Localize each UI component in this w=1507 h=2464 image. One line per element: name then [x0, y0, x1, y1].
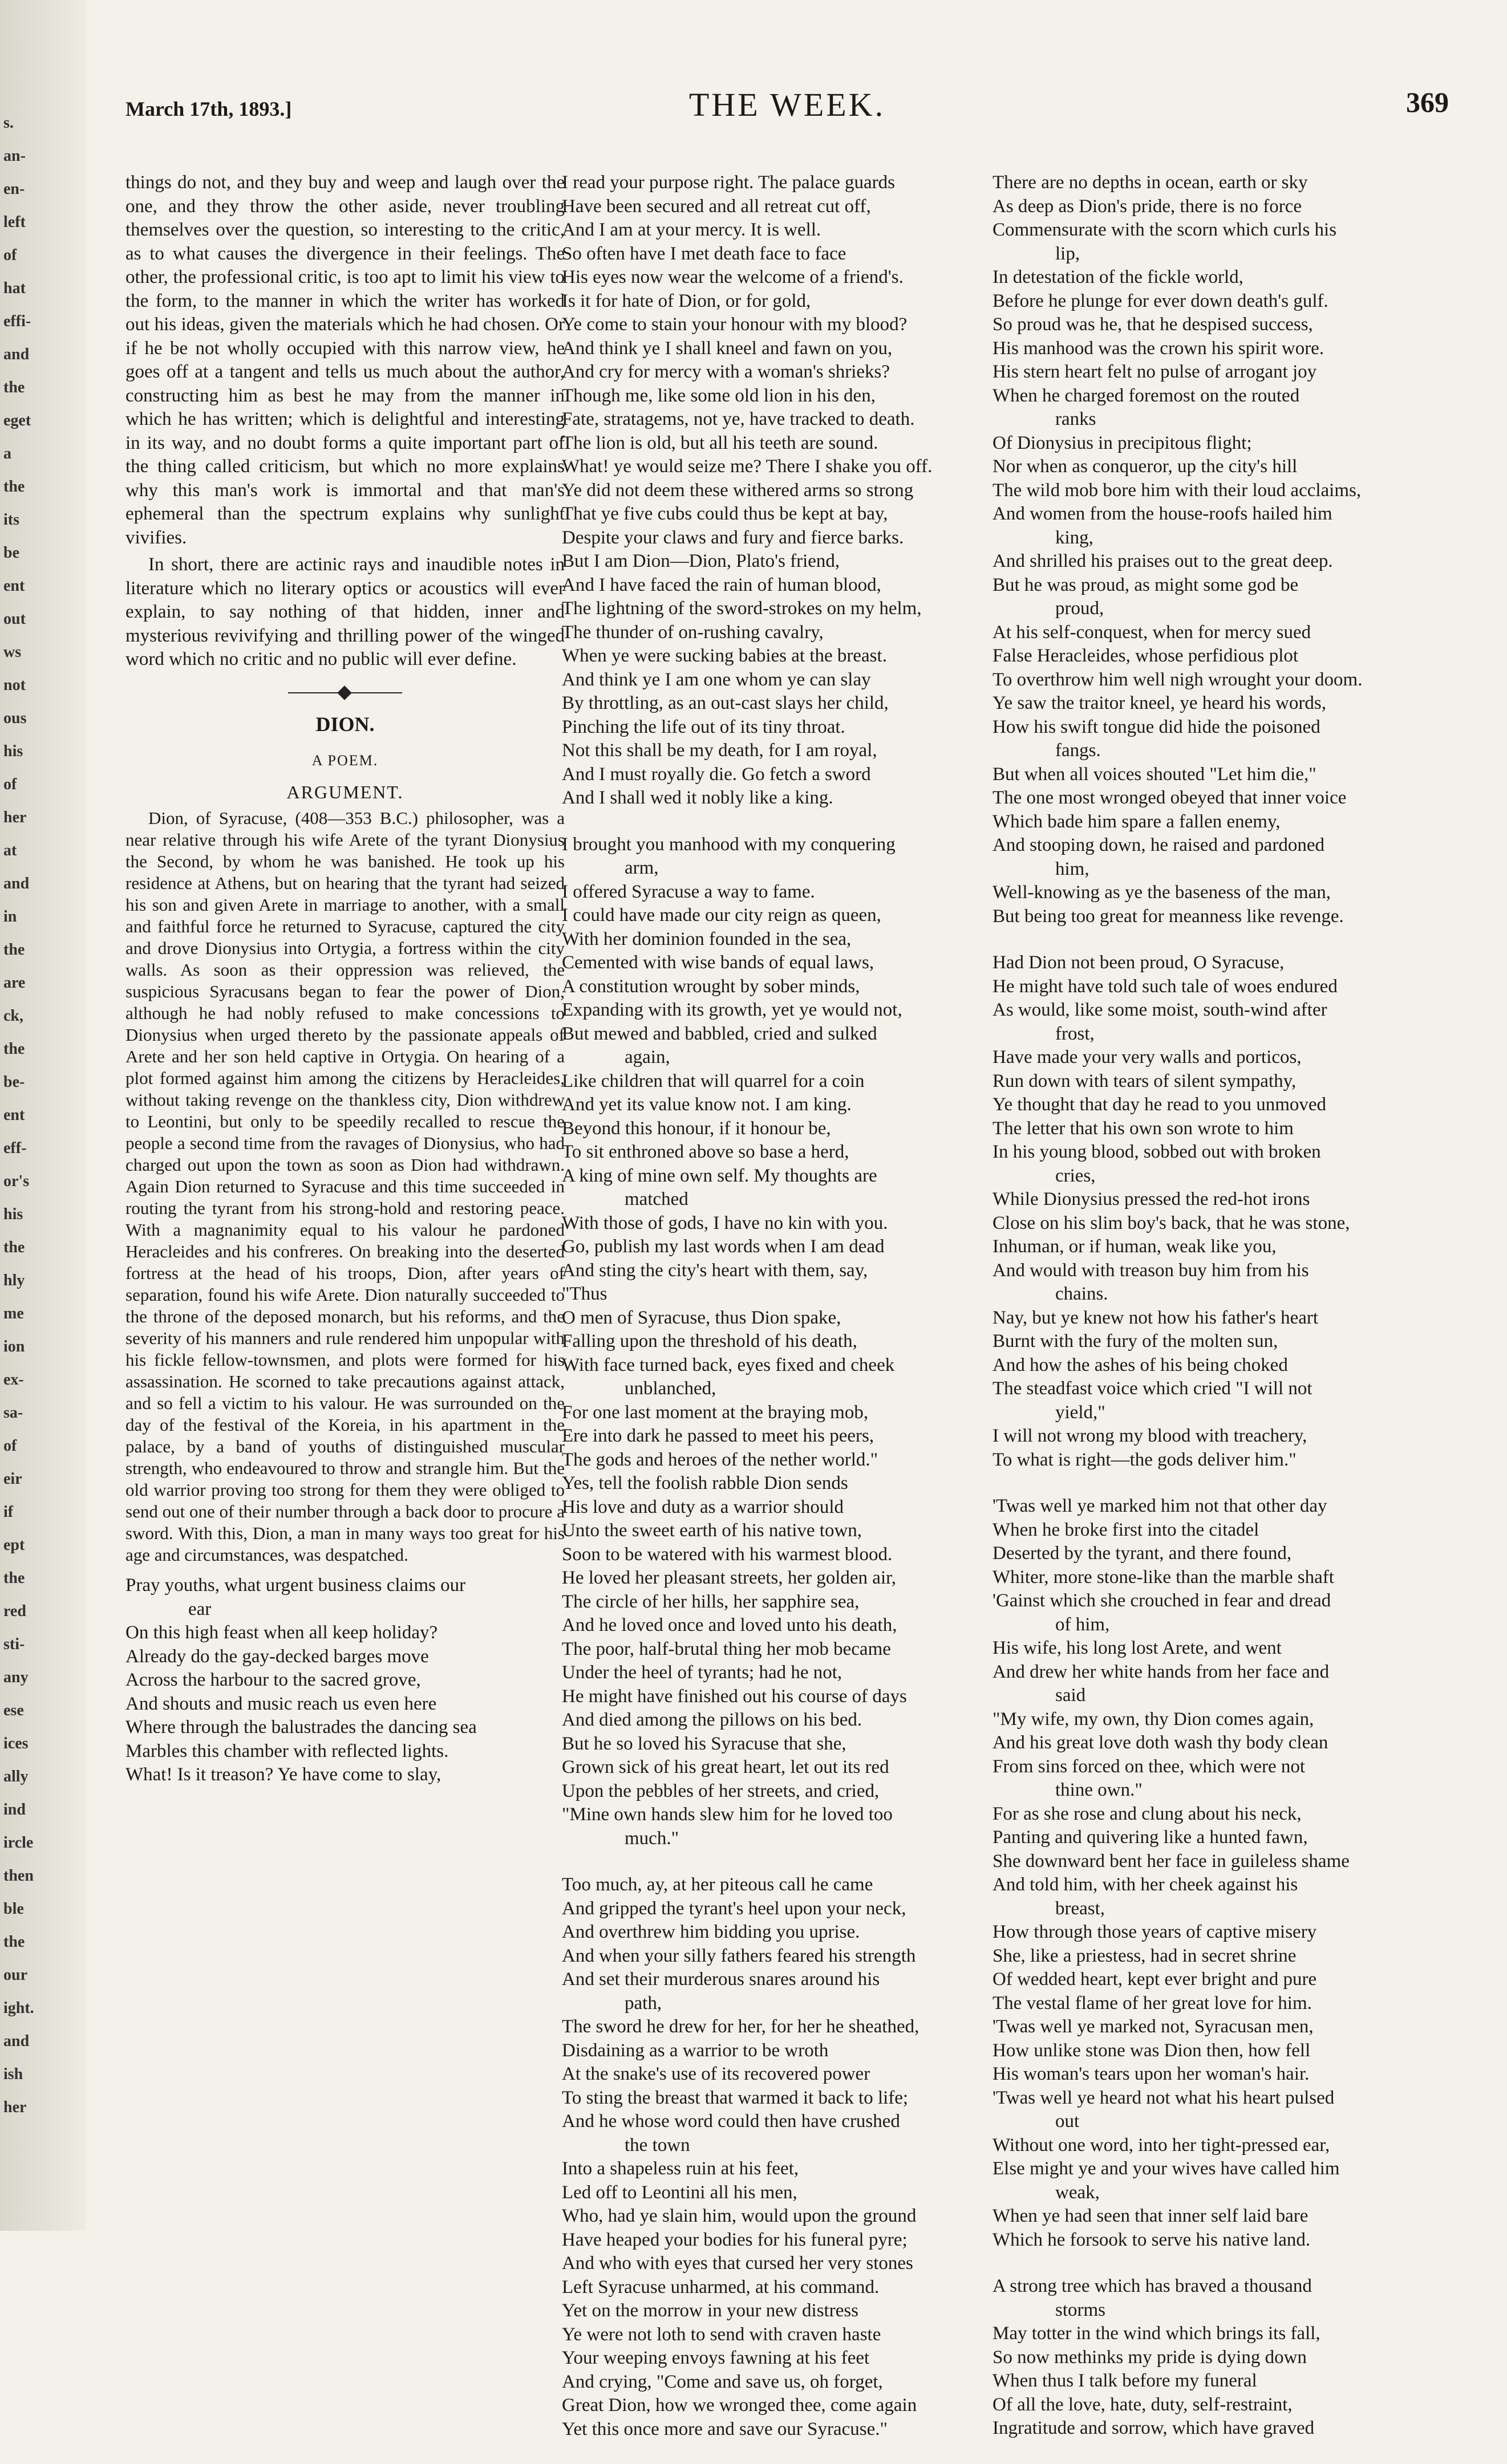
verse-line: Burnt with the fury of the molten sun, — [992, 1331, 1278, 1351]
gutter-fragment: ept — [3, 1536, 25, 1554]
verse-line: But he was proud, as might some god be — [992, 574, 1299, 595]
gutter-fragment: and — [3, 346, 30, 363]
verse-line: frost, — [1055, 1023, 1095, 1044]
gutter-fragment: ese — [3, 1702, 24, 1719]
page-number: 369 — [1406, 86, 1449, 118]
verse-line: His manhood was the crown his spirit wore. — [992, 338, 1324, 359]
verse-line: And women from the house-roofs hailed him — [992, 504, 1332, 524]
verse-line: His woman's tears upon her woman's hair. — [992, 2064, 1310, 2084]
gutter-fragment: eget — [3, 412, 31, 429]
essay-paragraph: In short, there are actinic rays and inaudible notes in literature which no literary optics or acoustics will ever explain, to say nothing of that hidden, inner and mysterious revivifying and thrilling power of the winged word which no critic and no public will ever define. — [125, 554, 565, 669]
argument-heading: ARGUMENT. — [286, 781, 404, 802]
verse-line: I could have made our city reign as queen, — [562, 905, 881, 925]
verse-line: "Thus — [562, 1284, 607, 1304]
verse-line: And told him, with her cheek against his — [992, 1874, 1298, 1895]
verse-line: Ere into dark he passed to meet his peers, — [562, 1426, 874, 1446]
gutter-fragment: en- — [3, 180, 25, 198]
verse-line: proud, — [1055, 598, 1104, 619]
verse-line: The vestal flame of her great love for him. — [992, 1992, 1312, 2014]
verse-stanza — [562, 833, 987, 1851]
verse-line: the town — [625, 2134, 690, 2156]
verse-line: And gripped the tyrant's heel upon your neck, — [562, 1898, 906, 1919]
verse-line: Into a shapeless ruin at his feet, — [562, 2158, 799, 2179]
verse-line: The one most wronged obeyed that inner voice — [992, 787, 1347, 808]
verse-line: At his self-conquest, when for mercy sued — [992, 622, 1311, 643]
gutter-fragment: not — [3, 676, 26, 694]
verse-line: From sins forced on thee, which were not — [992, 1756, 1306, 1777]
gutter-fragment: red — [3, 1602, 26, 1620]
gutter-fragment: his — [3, 1205, 23, 1223]
verse-line: Of wedded heart, kept ever bright and pure — [992, 1969, 1317, 1990]
verse-line: I offered Syracuse a way to fame. — [562, 881, 815, 902]
gutter-fragment: sti- — [3, 1635, 25, 1653]
verse-line: But I am Dion—Dion, Plato's friend, — [562, 551, 840, 571]
verse-line: In his young blood, sobbed out with broken — [992, 1142, 1321, 1162]
gutter-fragment: an- — [3, 147, 26, 165]
verse-line: And cry for mercy with a woman's shrieks? — [562, 362, 890, 382]
verse-line: False Heracleides, whose perfidious plot — [992, 646, 1299, 666]
verse-stanza — [562, 171, 987, 810]
gutter-fragment: our — [3, 1966, 27, 1984]
gutter-fragment: any — [3, 1669, 29, 1686]
gutter-fragment: in — [3, 908, 17, 925]
gutter-fragment: ws — [3, 643, 22, 661]
verse-line: Close on his slim boy's back, that he was stone, — [992, 1212, 1350, 1233]
gutter-fragment: her — [3, 2098, 27, 2116]
verse-line: chains. — [1055, 1284, 1108, 1304]
verse-line: To what is right—the gods deliver him." — [992, 1449, 1297, 1470]
verse-line: She, like a priestess, had in secret shrine — [992, 1945, 1297, 1966]
gutter-fragment: left — [3, 213, 26, 231]
verse-line: When ye had seen that inner self laid bare — [992, 2206, 1309, 2226]
verse-line: Which bade him spare a fallen enemy, — [992, 811, 1281, 832]
verse-line: Too much, ay, at her piteous call he came — [562, 1874, 873, 1895]
verse-line: Disdaining as a warrior to be wroth — [562, 2040, 829, 2061]
poem-title: DION. — [315, 712, 375, 736]
verse-line: cries, — [1055, 1165, 1096, 1186]
verse-line: But mewed and babbled, cried and sulked — [562, 1023, 877, 1044]
verse-line: Ye come to stain your honour with my blood? — [562, 314, 908, 335]
verse-line: Beyond this honour, if it honour be, — [562, 1118, 831, 1139]
verse-line: Cemented with wise bands of equal laws, — [562, 952, 874, 973]
verse-line: And yet its value know not. I am king. — [562, 1094, 852, 1115]
verse-line: Nay, but ye knew not how his father's heart — [992, 1307, 1319, 1328]
verse-line: And I have faced the rain of human blood, — [562, 574, 881, 595]
gutter-fragment: eff- — [3, 1139, 27, 1157]
verse-line: And he whose word could then have crushed — [562, 2111, 900, 2132]
verse-line: Of all the love, hate, duty, self-restraint, — [992, 2394, 1293, 2415]
verse-line: unblanched, — [625, 1378, 716, 1399]
verse-line: That ye five cubs could thus be kept at bay, — [562, 504, 888, 524]
argument-text: Dion, of Syracuse, (408—353 B.C.) philosopher, was a near relative through his wife Arete of the tyrant Dionysius the Second, by whom he was banished. He took up his residence at Athens, but on hearing that the tyrant had seized his son and given Arete in marriage to another, with a small and faithful force he returned to Syracuse, captured the city and drove Dionysius into Ortygia, a fortress within the city walls. As soon as their oppression was relieved, the suspicious Syracusans began to fear the power of Dion, although he had nobly refused to make concessions to Dionysius when urged thereto by the passionate appeals of Arete and her son held captive in Ortygia. On hearing of a plot formed against him among the citizens by Heracleides, without taking revenge on the thankless city, Dion withdrew to Leontini, but only to be speedily recalled to rescue the people a second time from the ravages of Dionysius, who had charged out upon the town as soon as Dion had withdrawn. Again Dion returned to Syracuse and this time succeeded in routing the tyrant from his strong-hold and restoring peace. With a magnanimity equal to his valour he pardoned Heracleides and his confreres. On breaking into the deserted fortress at the head of his troops, Dion, after years of separation, found his wife Arete. Dion naturally succeeded to the throne of the deposed monarch, but his reforms, and the severity of his manners and rule rendered him unpopular with his fickle fellow-townsmen, and plots were formed for his assassination. He scorned to take precautions against attack, and so fell a victim to his valour. He was surrounded on the day of the festival of the Koreia, in his apartment in the palace, by a band of youths of distinguished muscular strength, who endeavoured to throw and strangle him. But the old warrior proving too strong for them they were obliged to send out one of their number through a back door to procure a sword. With this, Dion, a man in many ways too great for his age and circumstances, was despatched. — [125, 808, 565, 1565]
verse-line: Pray youths, what urgent business claims our — [125, 1575, 466, 1596]
verse-line: When ye were sucking babies at the breast. — [562, 646, 887, 666]
verse-line: The lightning of the sword-strokes on my helm, — [562, 598, 922, 619]
verse-line: And crying, "Come and save us, oh forget, — [562, 2371, 883, 2392]
verse-line: The letter that his own son wrote to him — [992, 1118, 1294, 1139]
verse-line: Left Syracuse unharmed, at his command. — [562, 2276, 880, 2297]
verse-line: Where through the balustrades the dancing sea — [125, 1717, 477, 1738]
verse-line: At the snake's use of its recovered power — [562, 2064, 870, 2084]
gutter-fragment: ck, — [3, 1007, 23, 1025]
gutter-fragment: ex- — [3, 1371, 24, 1389]
gutter-fragment: the — [3, 379, 25, 396]
gutter-fragment: eir — [3, 1470, 22, 1488]
verse-line: Fate, stratagems, not ye, have tracked to death. — [562, 409, 915, 429]
verse-line: said — [1055, 1685, 1086, 1706]
gutter-fragment: ind — [3, 1801, 26, 1818]
gutter-fragment: be- — [3, 1073, 25, 1091]
verse-line: arm, — [625, 858, 659, 878]
verse-line: Have made your very walls and porticos, — [992, 1047, 1302, 1067]
verse-line: And shouts and music reach us even here — [125, 1693, 437, 1714]
verse-line: His wife, his long lost Arete, and went — [992, 1638, 1282, 1658]
verse-line: Ye saw the traitor kneel, ye heard his words, — [992, 693, 1327, 713]
gutter-fragment: s. — [3, 114, 14, 132]
verse-line: And I shall wed it nobly like a king. — [562, 787, 833, 808]
gutter-fragment: the — [3, 478, 25, 496]
verse-line: Have been secured and all retreat cut off, — [562, 196, 871, 217]
gutter-fragment: ble — [3, 1900, 24, 1918]
verse-line: He might have finished out his course of days — [562, 1686, 907, 1707]
verse-line: The sword he drew for her, for her he sheathed, — [562, 2016, 919, 2037]
verse-line: And I am at your mercy. It is well. — [562, 220, 821, 240]
verse-line: much." — [625, 1828, 679, 1849]
verse-line: How unlike stone was Dion then, how fell — [992, 2040, 1311, 2061]
gutter-fragment: ices — [3, 1735, 29, 1752]
verse-line: And who with eyes that cursed her very stones — [562, 2253, 913, 2274]
section-divider — [288, 692, 402, 693]
verse-line: He loved her pleasant streets, her golden air, — [562, 1568, 897, 1588]
verse-line: Yet on the morrow in your new distress — [562, 2300, 859, 2321]
verse-line: lip, — [1055, 243, 1080, 264]
verse-line: So now methinks my pride is dying down — [992, 2347, 1307, 2368]
verse-line: Whiter, more stone-like than the marble shaft — [992, 1566, 1334, 1588]
verse-stanza — [125, 1574, 565, 1787]
verse-line: The poor, half-brutal thing her mob became — [562, 1638, 891, 1659]
verse-line: When he broke first into the citadel — [992, 1519, 1259, 1540]
verse-line: How his swift tongue did hide the poisoned — [992, 716, 1320, 737]
gutter-fragment: of — [3, 246, 17, 264]
verse-line: path, — [625, 1992, 662, 2014]
verse-line: So often have I met death face to face — [562, 243, 846, 264]
verse-line: ear — [188, 1598, 212, 1619]
gutter-fragment: out — [3, 610, 26, 628]
verse-line: The thunder of on-rushing cavalry, — [562, 622, 824, 643]
verse-line: How through those years of captive misery — [992, 1922, 1317, 1942]
verse-line: The steadfast voice which cried "I will not — [992, 1378, 1312, 1399]
verse-line: Well-knowing as ye the baseness of the man, — [992, 882, 1331, 903]
verse-line: Commensurate with the scorn which curls his — [992, 220, 1337, 240]
verse-line: And he loved once and loved unto his death, — [562, 1615, 897, 1635]
gutter-fragment: be — [3, 544, 19, 562]
verse-line: Great Dion, how we wronged thee, come again — [562, 2395, 917, 2416]
verse-line: him, — [1055, 858, 1089, 879]
verse-line: Like children that will quarrel for a coin — [562, 1070, 865, 1091]
verse-line: And think ye I am one whom ye can slay — [562, 669, 871, 690]
gutter-fragment: his — [3, 742, 23, 760]
verse-line: Without one word, into her tight-pressed ear, — [992, 2134, 1330, 2156]
verse-stanza — [992, 2275, 1437, 2441]
verse-line: And set their murderous snares around his — [562, 1969, 880, 1990]
verse-line: And I must royally die. Go fetch a sword — [562, 764, 871, 785]
verse-line: A king of mine own self. My thoughts are — [562, 1165, 877, 1186]
verse-line: Ye were not loth to send with craven haste — [562, 2324, 881, 2345]
gutter-fragment: me — [3, 1305, 24, 1322]
verse-line: The circle of her hills, her sapphire sea, — [562, 1591, 860, 1612]
verse-line: Else might ye and your wives have called him — [992, 2158, 1340, 2179]
verse-line: With those of gods, I have no kin with you. — [562, 1212, 888, 1233]
verse-line: weak, — [1055, 2182, 1100, 2203]
verse-line: Grown sick of his great heart, let out its red — [562, 1757, 889, 1777]
verse-stanza — [992, 951, 1437, 1472]
verse-line: And overthrew him bidding you uprise. — [562, 1922, 860, 1942]
verse-line: To sting the breast that warmed it back to life; — [562, 2087, 909, 2108]
verse-line: "My wife, my own, thy Dion comes again, — [992, 1708, 1314, 1730]
verse-line: On this high feast when all keep holiday? — [125, 1622, 438, 1643]
verse-line: And shrilled his praises out to the great deep. — [992, 551, 1333, 571]
verse-line: Soon to be watered with his warmest blood. — [562, 1544, 893, 1565]
verse-line: Of Dionysius in precipitous flight; — [992, 432, 1252, 453]
verse-line: While Dionysius pressed the red-hot irons — [992, 1189, 1310, 1209]
gutter-fragment: ion — [3, 1338, 25, 1355]
gutter-fragment: ight. — [3, 1999, 34, 2017]
verse-line: The gods and heroes of the nether world." — [562, 1449, 878, 1470]
verse-line: His eyes now wear the welcome of a friend's. — [562, 267, 904, 287]
verse-line: His love and duty as a warrior should — [562, 1496, 844, 1517]
verse-stanza — [992, 171, 1437, 928]
verse-line: For one last moment at the braying mob, — [562, 1402, 869, 1423]
verse-line: Run down with tears of silent sympathy, — [992, 1070, 1297, 1091]
verse-line: Though me, like some old lion in his den, — [562, 385, 876, 406]
verse-line: Yet this once more and save our Syracuse." — [562, 2418, 888, 2439]
gutter-fragment: its — [3, 511, 19, 529]
verse-line: thine own." — [1055, 1780, 1143, 1800]
verse-line: A strong tree which has braved a thousand — [992, 2276, 1312, 2296]
verse-line: Ye did not deem these withered arms so strong — [562, 480, 914, 501]
verse-line: 'Twas well ye marked him not that other day — [992, 1496, 1327, 1516]
verse-line: ranks — [1055, 409, 1096, 429]
verse-line: I will not wrong my blood with treachery, — [992, 1426, 1307, 1446]
verse-line: Have heaped your bodies for his funeral pyre; — [562, 2229, 908, 2250]
verse-line: Yes, tell the foolish rabble Dion sends — [562, 1473, 848, 1493]
verse-line: Already do the gay-decked barges move — [125, 1646, 429, 1667]
gutter-fragment: ircle — [3, 1834, 34, 1852]
gutter-fragment: the — [3, 1933, 25, 1951]
page-header — [125, 86, 1449, 131]
verse-stanza — [992, 1495, 1437, 2252]
verse-line: But being too great for meanness like revenge. — [992, 906, 1344, 927]
gutter-fragment: ent — [3, 1106, 25, 1124]
gutter-fragment: ally — [3, 1768, 29, 1785]
verse-line: Expanding with its growth, yet ye would not, — [562, 1000, 902, 1020]
verse-line: Despite your claws and fury and fierce barks. — [562, 527, 904, 548]
poem-subtitle: A POEM. — [311, 752, 379, 769]
verse-line: Pinching the life out of its tiny throat. — [562, 716, 845, 737]
verse-line: Unto the sweet earth of his native town, — [562, 1520, 862, 1541]
verse-line: And his great love doth wash thy body clean — [992, 1732, 1328, 1753]
verse-line: His stern heart felt no pulse of arrogant joy — [992, 362, 1317, 382]
verse-line: For as she rose and clung about his neck, — [992, 1803, 1302, 1824]
verse-line: And sting the city's heart with them, say, — [562, 1260, 868, 1281]
verse-line: 'Twas well ye marked not, Syracusan men, — [992, 2016, 1314, 2037]
gutter-fragment: sa- — [3, 1404, 23, 1422]
verse-line: There are no depths in ocean, earth or sky — [992, 172, 1308, 193]
issue-date: March 17th, 1893.] — [125, 98, 292, 120]
verse-line: Upon the pebbles of her streets, and cried, — [562, 1780, 880, 1801]
verse-line: matched — [625, 1189, 688, 1209]
verse-line: He might have told such tale of woes endured — [992, 976, 1338, 997]
publication-title: THE WEEK. — [688, 86, 886, 123]
verse-line: With face turned back, eyes fixed and cheek — [562, 1354, 895, 1375]
gutter-fragment: hat — [3, 279, 26, 297]
verse-line: "Mine own hands slew him for he loved too — [562, 1804, 893, 1825]
verse-line: As deep as Dion's pride, there is no force — [992, 196, 1302, 217]
verse-line: In detestation of the fickle world, — [992, 267, 1243, 287]
verse-line: again, — [625, 1047, 670, 1067]
gutter-fragment: are — [3, 974, 26, 992]
verse-line: Nor when as conqueror, up the city's hill — [992, 456, 1298, 477]
verse-line: But he so loved his Syracuse that she, — [562, 1733, 846, 1754]
verse-line: O men of Syracuse, thus Dion spake, — [562, 1307, 841, 1328]
gutter-fragment: of — [3, 776, 17, 793]
verse-line: Deserted by the tyrant, and there found, — [992, 1543, 1292, 1564]
verse-line: Is it for hate of Dion, or for gold, — [562, 290, 811, 311]
gutter-fragment: effi- — [3, 312, 31, 330]
verse-line: Marbles this chamber with reflected lights. — [125, 1740, 449, 1761]
verse-line: To sit enthroned above so base a herd, — [562, 1142, 849, 1162]
verse-line: By throttling, as an out-cast slays her child, — [562, 693, 889, 713]
verse-line: She downward bent her face in guileless shame — [992, 1850, 1350, 1872]
gutter-fragment: the — [3, 1239, 25, 1256]
verse-line: Go, publish my last words when I am dead — [562, 1236, 885, 1257]
verse-line: breast, — [1055, 1898, 1105, 1919]
verse-line: What! Is it treason? Ye have come to slay, — [125, 1764, 441, 1785]
gutter-fragment: her — [3, 809, 27, 826]
verse-line: And when your silly fathers feared his strength — [562, 1945, 916, 1966]
verse-line: And would with treason buy him from his — [992, 1260, 1309, 1281]
verse-line: Not this shall be my death, for I am royal, — [562, 740, 877, 761]
verse-line: Across the harbour to the sacred grove, — [125, 1670, 421, 1690]
verse-line: When he charged foremost on the routed — [992, 385, 1300, 406]
gutter-fragment: ous — [3, 709, 27, 727]
verse-line: Your weeping envoys fawning at his feet — [562, 2348, 870, 2368]
gutter-fragment: the — [3, 1569, 25, 1587]
verse-line: Under the heel of tyrants; had he not, — [562, 1662, 842, 1683]
gutter-fragment: or's — [3, 1172, 30, 1190]
gutter-fragment: at — [3, 842, 17, 859]
verse-line: As would, like some moist, south-wind after — [992, 1000, 1327, 1020]
verse-line: The lion is old, but all his teeth are sound. — [562, 432, 878, 453]
verse-line: 'Twas well ye heard not what his heart pulsed — [992, 2087, 1335, 2108]
verse-line: 'Gainst which she crouched in fear and dread — [992, 1590, 1331, 1611]
verse-line: Who, had ye slain him, would upon the ground — [562, 2206, 917, 2226]
verse-line: What! ye would seize me? There I shake you off. — [562, 456, 933, 477]
verse-line: Falling upon the threshold of his death, — [562, 1331, 857, 1351]
verse-line: Had Dion not been proud, O Syracuse, — [992, 952, 1285, 973]
verse-line: And think ye I shall kneel and fawn on you, — [562, 338, 893, 359]
verse-line: Ye thought that day he read to you unmoved — [992, 1094, 1327, 1115]
verse-line: And drew her white hands from her face and — [992, 1661, 1330, 1682]
verse-line: And how the ashes of his being choked — [992, 1354, 1288, 1375]
verse-line: Panting and quivering like a hunted fawn, — [992, 1827, 1308, 1848]
verse-line: Before he plunge for ever down death's gulf. — [992, 290, 1328, 311]
verse-stanza — [562, 1873, 987, 2441]
gutter-fragment: if — [3, 1503, 14, 1521]
verse-line: storms — [1055, 2299, 1106, 2320]
gutter-fragment: and — [3, 875, 30, 892]
column-3 — [992, 171, 1437, 2463]
column-2 — [562, 171, 987, 2464]
gutter-fragment: then — [3, 1867, 34, 1885]
verse-line: I brought you manhood with my conquering — [562, 834, 896, 855]
gutter-fragment: ish — [3, 2065, 23, 2083]
verse-line: To overthrow him well nigh wrought your doom. — [992, 669, 1363, 690]
verse-line: And stooping down, he raised and pardoned — [992, 835, 1324, 855]
verse-line: With her dominion founded in the sea, — [562, 928, 852, 949]
gutter-fragment: the — [3, 941, 25, 959]
verse-line: Led off to Leontini all his men, — [562, 2182, 797, 2203]
verse-line: But when all voices shouted "Let him die," — [992, 764, 1316, 785]
verse-line: Which he forsook to serve his native land. — [992, 2229, 1311, 2250]
verse-line: A constitution wrought by sober minds, — [562, 976, 860, 997]
verse-line: king, — [1055, 527, 1093, 548]
verse-line: out — [1055, 2111, 1080, 2132]
verse-line: Inhuman, or if human, weak like you, — [992, 1236, 1277, 1257]
verse-line: I read your purpose right. The palace guards — [562, 172, 896, 193]
verse-line: fangs. — [1055, 740, 1101, 761]
gutter-fragment: hly — [3, 1272, 25, 1289]
verse-line: So proud was he, that he despised success, — [992, 314, 1313, 335]
gutter-fragment: and — [3, 2032, 30, 2050]
gutter-fragment: of — [3, 1437, 17, 1455]
verse-line: The wild mob bore him with their loud acclaims, — [992, 480, 1362, 501]
verse-line: yield," — [1055, 1402, 1105, 1423]
essay-paragraph: things do not, and they buy and weep and laugh over the one, and they throw the other aside, never troubling themselves over the question, so interesting to the critic, as to what causes the divergence in their feelings. The other, the professional critic, is too apt to limit his view to the form, to the manner in which the writer has worked out his ideas, given the materials which he had chosen. Or if he be not wholly occupied with this narrow view, he goes off at a tangent and tells us much about the author, constructing him as best he may from the manner in which he has written; which is delightful and interesting in its way, and no doubt forms a quite important part of the thing called criticism, but which no more explains why this man's work is immortal and that man's ephemeral than the spectrum explains why sunlight vivifies. — [125, 172, 565, 548]
verse-line: When thus I talk before my funeral — [992, 2370, 1257, 2391]
verse-line: And died among the pillows on his bed. — [562, 1710, 862, 1730]
verse-line: May totter in the wind which brings its fall, — [992, 2323, 1320, 2344]
gutter-fragment: ent — [3, 577, 25, 595]
gutter-fragment: the — [3, 1040, 25, 1058]
left-page-gutter — [0, 0, 86, 2231]
gutter-fragment: a — [3, 445, 11, 462]
verse-line: of him, — [1055, 1614, 1110, 1635]
column-1 — [125, 171, 565, 1787]
verse-line: Ingratitude and sorrow, which have graved — [992, 2418, 1315, 2438]
